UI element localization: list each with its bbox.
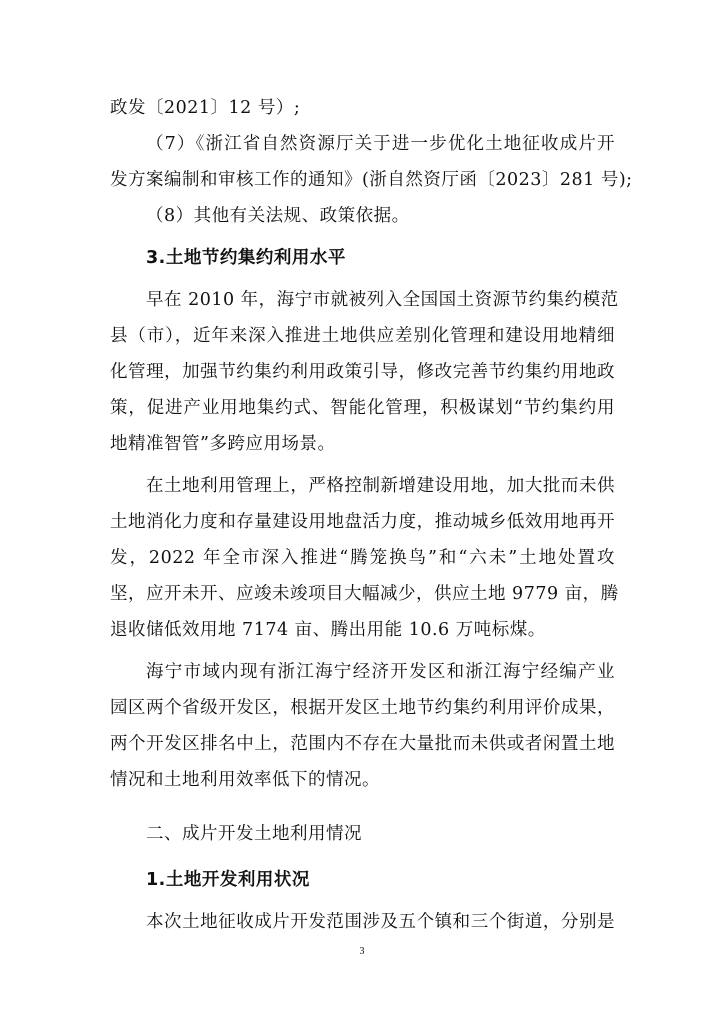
body-text-line: 两个开发区排名中上，范围内不存在大量批而未供或者闲置土地 xyxy=(110,734,615,754)
body-text-line: 化管理，加强节约集约利用政策引导，修改完善节约集约用地政 xyxy=(110,362,615,382)
body-text-line: 土地消化力度和存量建设用地盘活力度，推动城乡低效用地再开 xyxy=(110,512,615,532)
body-text-line: 县（市），近年来深入推进土地供应差别化管理和建设用地精细 xyxy=(110,326,615,346)
body-text-line: 在土地利用管理上，严格控制新增建设用地，加大批而未供 xyxy=(146,476,615,496)
section-heading-1: 1.土地开发利用状况 xyxy=(146,870,310,890)
page-number: 3 xyxy=(359,946,365,957)
body-text-line: 政发〔2021〕12 号）; xyxy=(110,98,301,118)
section-heading-3: 3.土地节约集约利用水平 xyxy=(146,248,346,268)
body-text-line: 退收储低效用地 7174 亩、腾出用能 10.6 万吨标煤。 xyxy=(110,620,546,640)
body-text-line: 地精准智管”多跨应用场景。 xyxy=(110,434,336,454)
body-text-line: 早在 2010 年，海宁市就被列入全国国土资源节约集约模范 xyxy=(146,290,619,310)
body-text-line: 策，促进产业用地集约式、智能化管理，积极谋划“节约集约用 xyxy=(110,398,615,418)
chapter-heading: 二、成片开发土地利用情况 xyxy=(146,824,362,844)
body-text-line: 本次土地征收成片开发范围涉及五个镇和三个街道，分别是 xyxy=(146,912,615,932)
body-text-line: 发方案编制和审核工作的通知》(浙自然资厅函〔2023〕281 号); xyxy=(110,170,633,190)
body-text-line: 坚，应开未开、应竣未竣项目大幅减少，供应土地 9779 亩，腾 xyxy=(110,584,619,604)
body-text-line: 海宁市域内现有浙江海宁经济开发区和浙江海宁经编产业 xyxy=(146,662,615,682)
body-text-line: 发，2022 年全市深入推进“腾笼换鸟”和“六未”土地处置攻 xyxy=(110,548,615,568)
body-text-line: 园区两个省级开发区，根据开发区土地节约集约利用评价成果， xyxy=(110,698,615,718)
body-text-line: 情况和土地利用效率低下的情况。 xyxy=(110,770,380,790)
body-text-line: （7）《浙江省自然资源厅关于进一步优化土地征收成片开 xyxy=(146,134,615,154)
body-text-line: （8）其他有关法规、政策依据。 xyxy=(146,206,410,226)
